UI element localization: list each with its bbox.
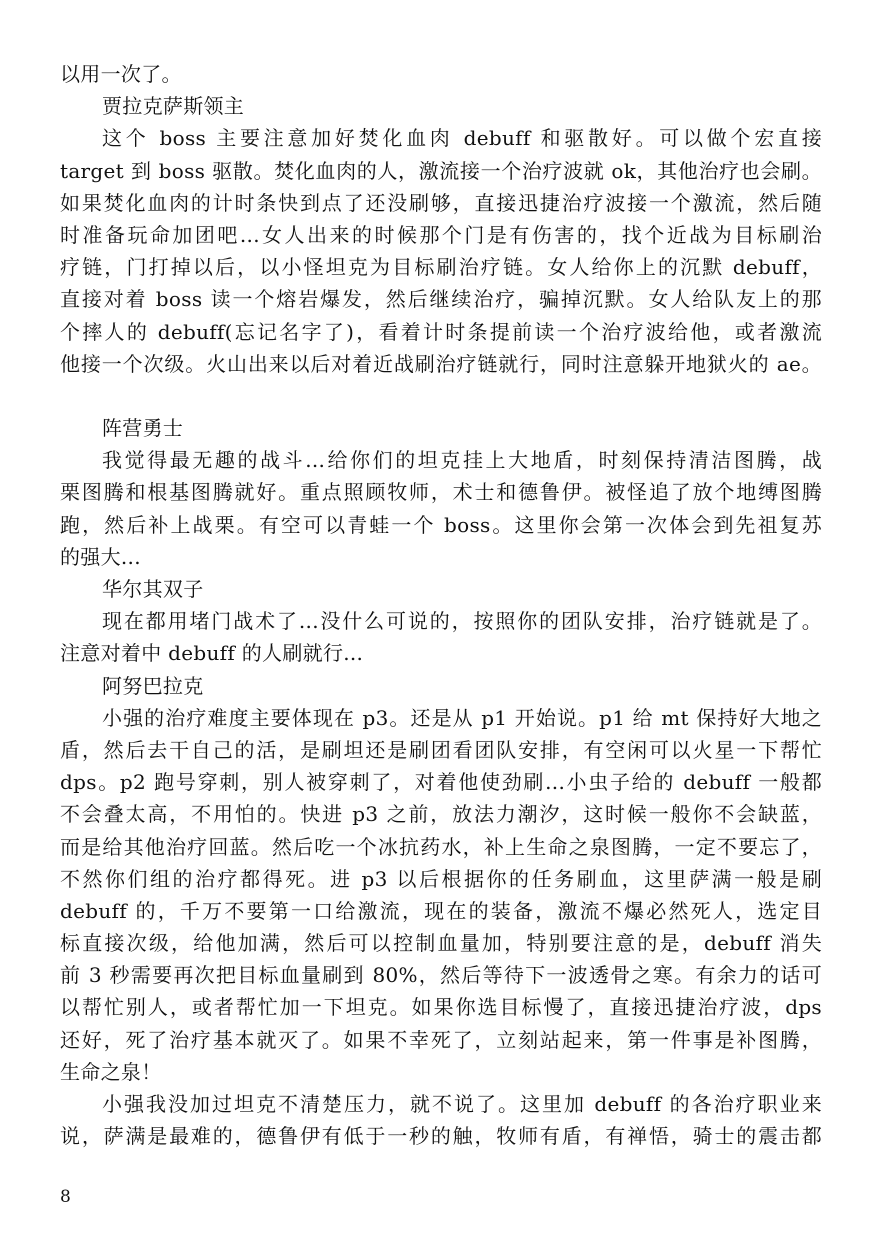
text-line: 还好，死了治疗基本就灭了。如果不幸死了，立刻站起来，第一件事是补图腾， [60, 1027, 822, 1052]
text-line: 栗图腾和根基图腾就好。重点照顾牧师，术士和德鲁伊。被怪追了放个地缚图腾 [60, 480, 822, 505]
text-line: 而是给其他治疗回蓝。然后吃一个冰抗药水，补上生命之泉图腾，一定不要忘了， [60, 834, 822, 859]
document-page [60, 58, 822, 1152]
text-line: 不然你们组的治疗都得死。进 p3 以后根据你的任务刷血，这里萨满一般是刷 [60, 866, 822, 891]
text-line: 他接一个次级。火山出来以后对着近战刷治疗链就行，同时注意躲开地狱火的 ae。 [60, 351, 822, 376]
text-line: 直接对着 boss 读一个熔岩爆发，然后继续治疗，骗掉沉默。女人给队友上的那 [60, 287, 822, 312]
text-line: 现在都用堵门战术了...没什么可说的，按照你的团队安排，治疗链就是了。 [102, 609, 822, 634]
text-line: dps。p2 跑号穿刺，别人被穿刺了，对着他使劲刷...小虫子给的 debuff 一般都 [60, 770, 822, 795]
text-line: 以用一次了。 [60, 62, 182, 86]
text-line: 注意对着中 debuff 的人刷就行... [60, 641, 364, 666]
text-line: 华尔其双子 [102, 577, 204, 601]
text-line: 时准备玩命加团吧...女人出来的时候那个门是有伤害的，找个近战为目标刷治 [60, 222, 822, 247]
text-line: 阵营勇士 [102, 416, 184, 441]
text-line: debuff 的，千万不要第一口给激流，现在的装备，激流不爆必然死人，选定目 [60, 898, 822, 923]
text-line: 跑，然后补上战栗。有空可以青蛙一个 boss。这里你会第一次体会到先祖复苏 [60, 512, 822, 537]
text-line: 如果焚化血肉的计时条快到点了还没刷够，直接迅捷治疗波接一个激流，然后随 [60, 190, 822, 215]
text-line: target 到 boss 驱散。焚化血肉的人，激流接一个治疗波就 ok，其他治疗也会刷。 [60, 158, 822, 183]
text-line: 以帮忙别人，或者帮忙加一下坦克。如果你选目标慢了，直接迅捷治疗波，dps [60, 995, 822, 1020]
text-line: 盾，然后去干自己的活，是刷坦还是刷团看团队安排，有空闲可以火星一下帮忙 [60, 737, 822, 762]
text-line: 不会叠太高，不用怕的。快进 p3 之前，放法力潮汐，这时候一般你不会缺蓝， [60, 802, 822, 827]
text-line: 标直接次级，给他加满，然后可以控制血量加，特别要注意的是，debuff 消失 [60, 931, 822, 956]
page-number: 8 [60, 1187, 71, 1207]
text-line: 阿努巴拉克 [102, 673, 204, 698]
text-line: 说，萨满是最难的，德鲁伊有低于一秒的触，牧师有盾，有禅悟，骑士的震击都 [60, 1124, 822, 1149]
text-line: 疗链，门打掉以后，以小怪坦克为目标刷治疗链。女人给你上的沉默 debuff， [60, 255, 822, 280]
text-line: 小强我没加过坦克不清楚压力，就不说了。这里加 debuff 的各治疗职业来 [102, 1092, 822, 1116]
text-line: 前 3 秒需要再次把目标血量刷到 80%，然后等待下一波透骨之寒。有余力的话可 [60, 963, 822, 988]
text-line: 贾拉克萨斯领主 [102, 94, 245, 119]
text-line: 这个 boss 主要注意加好焚化血肉 debuff 和驱散好。可以做个宏直接 [102, 126, 822, 151]
text-line: 我觉得最无趣的战斗...给你们的坦克挂上大地盾，时刻保持清洁图腾，战 [102, 448, 822, 473]
text-line: 小强的治疗难度主要体现在 p3。还是从 p1 开始说。p1 给 mt 保持好大地之 [102, 705, 822, 730]
text-line: 生命之泉！ [60, 1059, 162, 1084]
text-line: 个摔人的 debuff(忘记名字了)，看着计时条提前读一个治疗波给他，或者激流 [60, 319, 822, 344]
blank-line [60, 380, 822, 412]
text-line: 的强大... [60, 544, 141, 569]
